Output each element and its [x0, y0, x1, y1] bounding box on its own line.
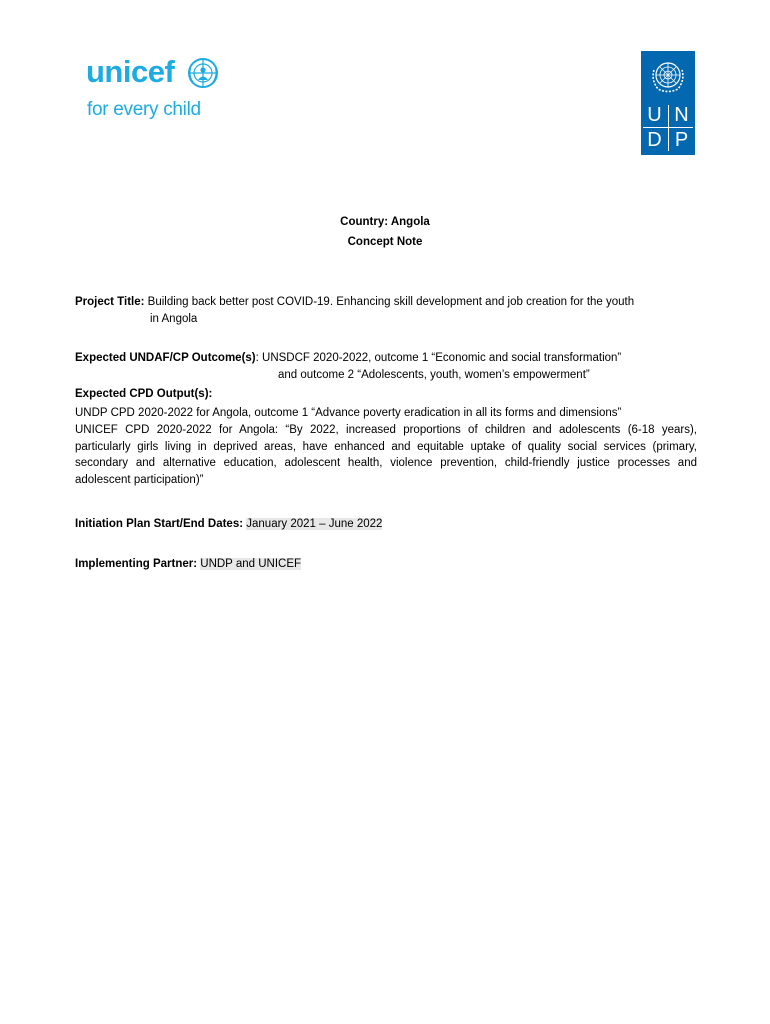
- dates-label: Initiation Plan Start/End Dates:: [75, 518, 244, 530]
- undaf-outcome-line: [75, 350, 697, 367]
- undp-letter-u: U: [647, 104, 662, 126]
- undaf-outcome-continuation: and outcome 2 “Adolescents, youth, women’s empowerment”: [278, 368, 590, 381]
- project-title-label: Project Title:: [75, 296, 145, 308]
- country-heading: Country: Angola: [340, 216, 430, 228]
- undp-letter-d: D: [647, 129, 662, 151]
- document-type-heading: Concept Note: [347, 236, 423, 248]
- undp-letter-n: N: [674, 104, 689, 126]
- partner-label: Implementing Partner:: [75, 558, 198, 570]
- project-title-line: [75, 294, 697, 311]
- partner-value: UNDP and UNICEF: [200, 558, 302, 570]
- un-emblem-icon: [648, 56, 688, 96]
- unicef-wordmark: unicef: [86, 54, 175, 89]
- undaf-outcome-value: : UNSDCF 2020-2022, outcome 1 “Economic and social transformation”: [255, 352, 622, 364]
- project-title-section: [75, 294, 697, 327]
- unicef-tagline: for every child: [87, 99, 201, 120]
- unicef-globe-icon: [186, 56, 220, 90]
- dates-section: [75, 516, 697, 533]
- undp-cpd-line: UNDP CPD 2020-2022 for Angola, outcome 1 “Advance poverty eradication in all its forms and dimensions”: [75, 406, 622, 419]
- project-title-value: Building back better post COVID-19. Enhancing skill development and job creation for the youth: [147, 296, 635, 308]
- undaf-outcome-label: Expected UNDAF/CP Outcome(s): [75, 352, 256, 364]
- cpd-output-label: Expected CPD Output(s):: [75, 388, 213, 400]
- dates-value: January 2021 – June 2022: [246, 518, 383, 530]
- undp-logo: [641, 51, 695, 155]
- undp-letters: [641, 103, 695, 153]
- undp-letter-p: P: [674, 129, 689, 151]
- cpd-output-section: [75, 386, 697, 488]
- partner-section: [75, 556, 697, 573]
- undaf-outcome-section: [75, 350, 697, 383]
- unicef-cpd-paragraph: UNICEF CPD 2020-2022 for Angola: “By 2022, increased proportions of children and adolescents (6-18 years), particularly girls living in deprived areas, have enhanced and equitable uptake of quality social services (primary, secondary and alternative education, adolescent health, violence prevention, child-friendly justice processes and adolescent participation)”: [75, 424, 697, 486]
- project-title-continuation: in Angola: [150, 312, 198, 325]
- unicef-logo: [86, 54, 226, 126]
